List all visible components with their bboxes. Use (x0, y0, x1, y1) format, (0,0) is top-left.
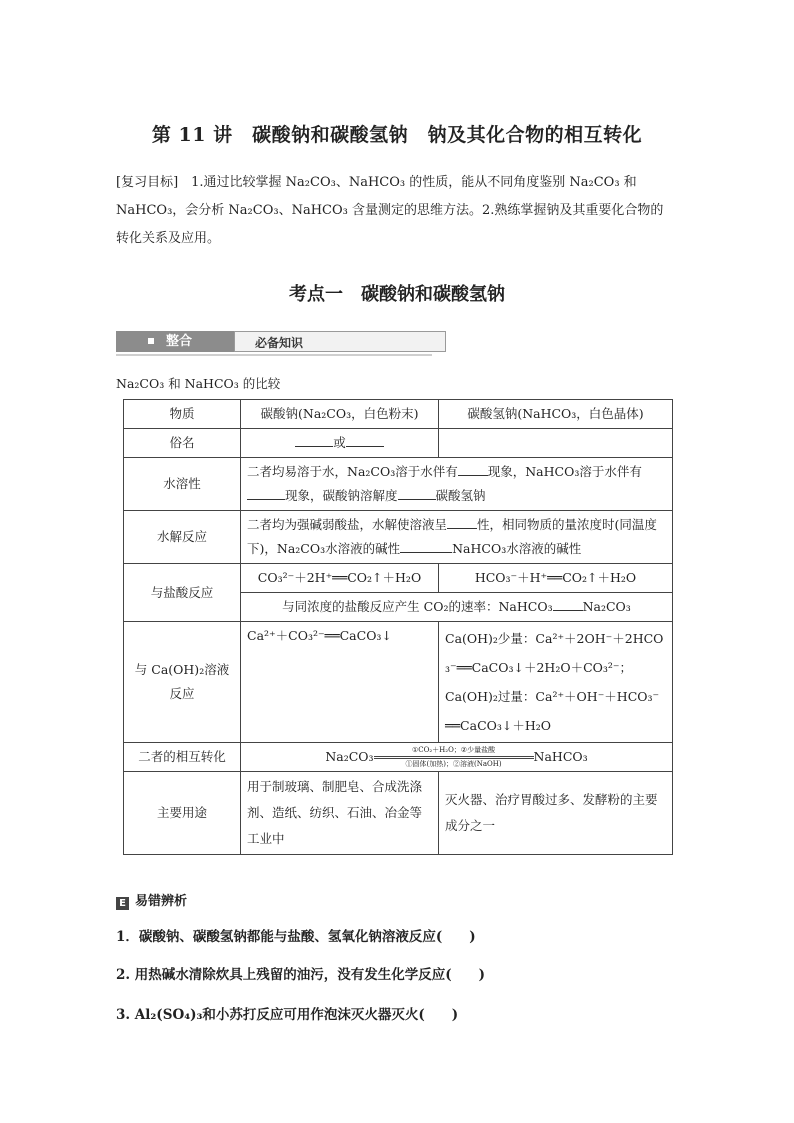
bar-sub-label: 必备知识 (255, 336, 304, 350)
header-nahco3: 碳酸氢钠(NaHCO₃，白色晶体) (439, 400, 673, 429)
question-1: 1．碳酸钠、碳酸氢钠都能与盐酸、氢氧化钠溶液反应( ) (116, 929, 476, 945)
answer-blank (553, 596, 583, 611)
table-row (124, 429, 673, 458)
caoh2-label-1: 与 Ca(OH)₂溶液 (134, 662, 230, 677)
hydrolysis-t1: 二者均为强碱弱酸盐，水解使溶液呈 (247, 517, 448, 532)
common-name-nahco3 (439, 429, 673, 458)
row-label-solubility: 水溶性 (124, 458, 241, 511)
table-row (124, 400, 673, 429)
answer-blank (247, 485, 285, 500)
or-text: 或 (333, 435, 346, 450)
caoh2-label-2: 反应 (169, 686, 195, 701)
caoh2-nahco3 (439, 622, 673, 743)
page-title: 第 11 讲 碳酸钠和碳酸氢钠 钠及其化合物的相互转化 (151, 124, 643, 146)
table-row (124, 743, 673, 772)
row-label-caoh2 (124, 622, 241, 743)
hcl-rate-t2: Na₂CO₃ (582, 599, 631, 614)
caoh2-line-2: ₃⁻══CaCO₃↓＋2H₂O＋CO₃²⁻； (445, 660, 633, 675)
caoh2-line-3: Ca(OH)₂过量：Ca²⁺＋OH⁻＋HCO₃⁻ (445, 689, 660, 704)
table-row (124, 458, 673, 511)
solubility-t1: 二者均易溶于水，Na₂CO₃溶于水伴有 (247, 464, 458, 479)
caoh2-line-4: ══CaCO₃↓＋H₂O (445, 718, 552, 733)
question-3: 3. Al₂(SO₄)₃和小苏打反应可用作泡沫灭火器灭火( ) (116, 1007, 459, 1023)
answer-blank (398, 485, 436, 500)
conversion-right: NaHCO₃ (533, 749, 588, 764)
row-label-hcl: 与盐酸反应 (124, 564, 241, 622)
bar-tag (116, 331, 234, 352)
caoh2-na2co3: Ca²⁺＋CO₃²⁻══CaCO₃↓ (241, 622, 439, 743)
conversion-bottom: ①固体(加热)；②溶液(NaOH) (405, 760, 502, 768)
answer-blank (295, 432, 333, 447)
solubility-t3: 现象，碳酸钠溶解度 (285, 488, 398, 503)
table-caption: Na₂CO₃ 和 NaHCO₃ 的比较 (116, 376, 281, 391)
answer-blank (400, 538, 452, 553)
answer-blank (458, 461, 488, 476)
misconception-title: 易错辨析 (135, 894, 188, 909)
row-label-common-name: 俗名 (124, 429, 241, 458)
arrow-left-icon (374, 758, 534, 759)
table-row (124, 772, 673, 855)
misconception-heading (116, 890, 187, 910)
header-substance: 物质 (124, 400, 241, 429)
bar-tag-label: 整合 (166, 334, 193, 349)
header-na2co3: 碳酸钠(Na₂CO₃，白色粉末) (241, 400, 439, 429)
row-label-conversion: 二者的相互转化 (124, 743, 241, 772)
uses-nahco3: 灭火器、治疗胃酸过多、发酵粉的主要成分之一 (439, 772, 673, 855)
arrow-right-icon (374, 756, 534, 757)
solubility-t2: 现象，NaHCO₃溶于水伴有 (487, 464, 642, 479)
answer-blank (346, 432, 384, 447)
common-name-na2co3 (241, 429, 439, 458)
hydrolysis-t3: NaHCO₃水溶液的碱性 (452, 541, 582, 556)
comparison-table (123, 399, 673, 855)
review-line-2: NaHCO₃，会分析 Na₂CO₃、NaHCO₃ 含量测定的思维方法。2.熟练掌握钠及其重要化合物的 (116, 203, 664, 218)
bar-sub (234, 331, 446, 352)
section-bar (116, 331, 432, 356)
section-title: 考点一 碳酸钠和碳酸氢钠 (289, 284, 505, 305)
hydrolysis-t2: 性，相同物质的量浓度时(同温度下)，Na₂CO₃水溶液的碱性 (247, 517, 657, 556)
caoh2-line-1: Ca(OH)₂少量：Ca²⁺＋2OH⁻＋2HCO (445, 631, 664, 646)
hcl-eq-na2co3: CO₃²⁻＋2H⁺══CO₂↑＋H₂O (241, 564, 439, 593)
square-icon (148, 338, 154, 344)
review-line-3: 转化关系及应用。 (116, 231, 221, 246)
solubility-t4: 碳酸氢钠 (435, 488, 486, 503)
row-label-hydrolysis: 水解反应 (124, 511, 241, 564)
review-goals (116, 169, 681, 253)
e-icon: E (116, 897, 129, 910)
review-line-1: [复习目标] 1.通过比较掌握 Na₂CO₃、NaHCO₃ 的性质，能从不同角度鉴别 Na₂CO₃ 和 (116, 175, 637, 190)
conversion-diagram (241, 743, 673, 772)
hcl-rate (241, 593, 673, 622)
answer-blank (447, 514, 477, 529)
conversion-top: ①CO₂＋H₂O；②少量盐酸 (411, 746, 496, 754)
conversion-arrows (374, 746, 534, 769)
hydrolysis-text (241, 511, 673, 564)
question-2: 2. 用热碱水清除炊具上残留的油污，没有发生化学反应( ) (116, 967, 486, 983)
row-label-uses: 主要用途 (124, 772, 241, 855)
table-row (124, 622, 673, 743)
table-row (124, 564, 673, 593)
solubility-text (241, 458, 673, 511)
hcl-rate-t1: 与同浓度的盐酸反应产生 CO₂的速率：NaHCO₃ (282, 599, 553, 614)
hcl-eq-nahco3: HCO₃⁻＋H⁺══CO₂↑＋H₂O (439, 564, 673, 593)
conversion-left: Na₂CO₃ (325, 749, 374, 764)
uses-na2co3: 用于制玻璃、制肥皂、合成洗涤剂、造纸、纺织、石油、冶金等工业中 (241, 772, 439, 855)
table-row (124, 511, 673, 564)
